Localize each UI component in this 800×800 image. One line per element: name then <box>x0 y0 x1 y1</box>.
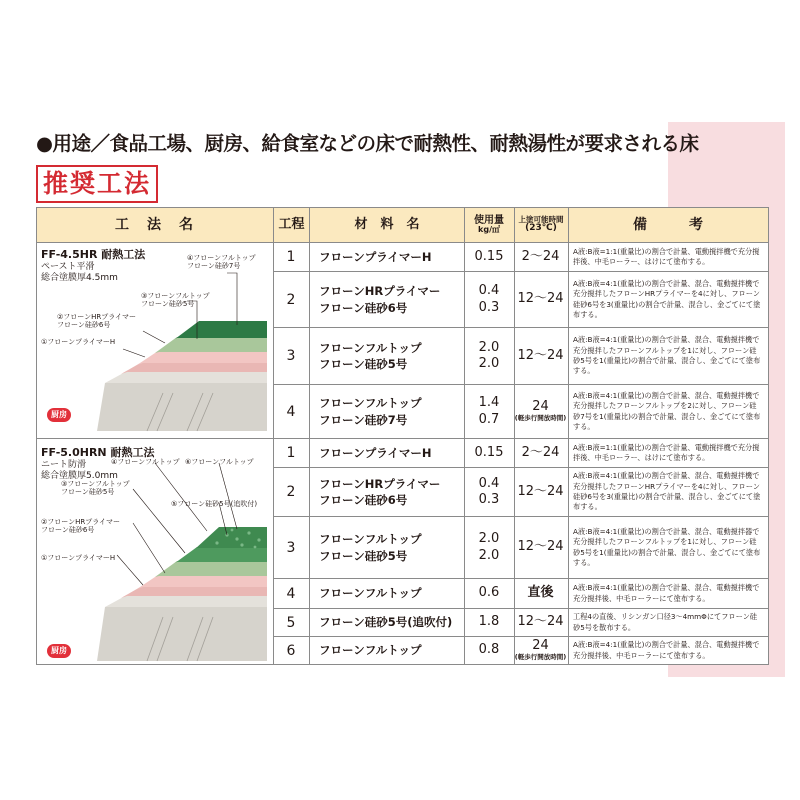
interval-note: (軽歩行開放時間) <box>514 414 567 423</box>
layer-label: ⑤フローン硅砂5号(追吹付) <box>171 500 258 508</box>
material-cell: フローンフルトップ <box>319 586 422 601</box>
remark-cell: A液:B液=4:1(重量比)の割合で計量、混合、電動撹拌器で充分撹拌したフローンフルトップを1に対し、フローン硅砂5号を1(重量比)の割合で計量、混合し、金ごてにて塗布する。 <box>573 526 761 567</box>
step-cell: 1 <box>286 445 296 461</box>
interval-cell <box>514 579 567 608</box>
layer-label: ①フローンプライマーH <box>41 554 116 562</box>
step-cell: 5 <box>286 614 296 631</box>
interval-cell <box>514 439 567 467</box>
header-usage <box>464 208 514 242</box>
header-remarks: 備 考 <box>633 216 703 233</box>
concrete-top <box>105 595 267 607</box>
material-cell: フローンフルトップ <box>319 643 422 658</box>
layer-label: ③フローンフルトップ フローン硅砂5号 <box>61 480 130 497</box>
layer-diagram-ff50hrn <box>37 439 273 664</box>
interval-value: 12〜24 <box>517 483 564 499</box>
method-table <box>36 207 769 665</box>
layer-label: ④フローンフルトップ <box>111 458 180 466</box>
remark-cell: 工程4の直後、リシンガン口径3〜4mmΦにてフローン硅砂5号を散布する。 <box>573 612 757 632</box>
material-cell: フローンHRプライマー フローン硅砂6号 <box>319 476 441 507</box>
method-thickness: 総合塗膜厚5.0mm <box>41 471 118 481</box>
layer-label: ③フローンフルトップ フローン硅砂5号 <box>141 292 210 309</box>
interval-cell <box>514 243 567 271</box>
material-cell: フローンフルトップ フローン硅砂7号 <box>319 396 422 427</box>
header-interval-unit: (23℃) <box>525 223 557 234</box>
layer-fulltop-sand5 <box>155 561 267 577</box>
interval-value: 24 <box>532 638 549 654</box>
concrete-base <box>97 607 267 661</box>
method-finish: ペースト平滑 <box>41 262 95 272</box>
kitchen-badge: 厨房 <box>47 408 71 422</box>
header-step: 工程 <box>278 217 305 233</box>
usage-cell: 0.4 0.3 <box>478 283 500 315</box>
interval-cell <box>514 328 567 384</box>
step-cell: 1 <box>286 249 296 265</box>
layer-hr-primer <box>137 575 267 589</box>
remark-cell: A液:B液=4:1(重量比)の割合で計量、混合、電動撹拌機で充分撹拌後、中毛ローラーにて塗布する。 <box>573 583 760 603</box>
interval-value: 12〜24 <box>517 614 564 630</box>
layer-label: ②フローンHRプライマー フローン硅砂6号 <box>57 313 137 330</box>
usage-cell: 0.15 <box>474 444 504 460</box>
remark-cell: A液:B液=4:1(重量比)の割合で計量、混合、電動撹拌機で充分撹拌したフローンフルトップを1に対し、フローン硅砂5号を1(重量比)の割合で計量、混合し、金ごてにて塗布する。 <box>573 335 761 376</box>
layer-fulltop-sand5 <box>155 337 267 353</box>
material-cell: フローン硅砂5号(追吹付) <box>319 615 453 630</box>
layer-fulltop-sand7 <box>175 321 267 339</box>
interval-value: 12〜24 <box>517 347 564 363</box>
interval-cell <box>514 468 567 516</box>
usage-headline: ●用途／食品工場、厨房、給食室などの床で耐熱性、耐熱湯性が要求される床 <box>36 132 699 155</box>
header-method: 工 法 名 <box>115 216 195 233</box>
step-cell: 6 <box>286 642 296 659</box>
kitchen-badge: 厨房 <box>47 644 71 658</box>
interval-value: 2〜24 <box>521 444 560 460</box>
header-usage-unit: kg/㎡ <box>478 225 500 235</box>
method-thickness: 総合塗膜厚4.5mm <box>41 273 118 283</box>
interval-value: 12〜24 <box>517 539 564 555</box>
interval-value: 12〜24 <box>517 291 564 307</box>
interval-cell <box>514 272 567 327</box>
concrete-top <box>105 371 267 383</box>
step-cell: 4 <box>286 585 296 602</box>
header-usage-label: 使用量 <box>474 214 504 226</box>
material-cell: フローンフルトップ フローン硅砂5号 <box>319 532 422 563</box>
step-cell: 2 <box>286 291 296 308</box>
usage-cell: 0.4 0.3 <box>478 475 500 507</box>
usage-cell: 2.0 2.0 <box>478 531 500 563</box>
material-cell: フローンHRプライマー フローン硅砂6号 <box>319 284 441 315</box>
interval-note: (軽歩行開放時間) <box>514 653 567 662</box>
method-finish: ニート防滑 <box>41 460 87 470</box>
material-cell: フローンプライマーH <box>319 445 432 460</box>
remark-cell: A液:B液=4:1(重量比)の割合で計量、混合、電動撹拌機で充分撹拌後、中毛ローラーにて塗布する。 <box>573 640 760 660</box>
usage-cell: 0.15 <box>474 248 504 264</box>
interval-value: 直後 <box>527 585 554 601</box>
material-cell: フローンプライマーH <box>319 249 432 264</box>
layer-label: ①フローンプライマーH <box>41 338 116 346</box>
interval-value: 24 <box>532 399 549 415</box>
layer-label: ⑥フローンフルトップ <box>185 458 254 466</box>
interval-cell <box>514 637 567 664</box>
remark-cell: A液:B液=4:1(重量比)の割合で計量、混合、電動撹拌機で充分撹拌したフローンフルトップを2に対し、フローン硅砂7号を1(重量比)の割合で計量、混合し、金ごてにて塗布する。 <box>573 390 761 431</box>
usage-cell: 0.8 <box>478 642 500 658</box>
usage-cell: 1.8 <box>478 614 500 630</box>
remark-cell: A液:B液=4:1(重量比)の割合で計量、混合、電動撹拌機で充分撹拌したフローンHRプライマーを4に対し、フローン硅砂6号を3(重量比)の割合で計量、混合し、金ごてにて塗布する。 <box>573 278 761 319</box>
method-name: FF-4.5HR 耐熱工法 <box>41 248 146 261</box>
header-material: 材 料 名 <box>354 217 420 233</box>
interval-cell <box>514 385 567 438</box>
step-cell: 4 <box>286 403 296 420</box>
interval-cell <box>514 517 567 578</box>
recommended-method-badge: 推奨工法 <box>36 165 158 203</box>
layer-label: ④フローンフルトップ フローン硅砂7号 <box>187 254 256 271</box>
usage-cell: 0.6 <box>478 585 500 601</box>
concrete-base <box>97 383 267 431</box>
interval-cell <box>514 609 567 636</box>
layer-fulltop <box>175 547 267 563</box>
remark-cell: A液:B液=4:1(重量比)の割合で計量、混合、電動撹拌機で充分撹拌したフローンHRプライマーを4に対し、フローン硅砂6号を3(重量比)の割合で計量、混合し、金ごてにて塗布する。 <box>573 471 761 512</box>
header-interval-label: 上塗可能時間 <box>518 215 564 225</box>
layer-hr-primer <box>137 351 267 365</box>
usage-cell: 1.4 0.7 <box>478 395 500 427</box>
material-cell: フローンフルトップ フローン硅砂5号 <box>319 340 422 371</box>
remark-cell: A液:B液=1:1(重量比)の割合で計量、電動撹拌機で充分撹拌後、中毛ローラー、はけにて塗布する。 <box>573 442 760 462</box>
step-cell: 3 <box>286 539 296 556</box>
interval-value: 2〜24 <box>521 248 560 264</box>
step-cell: 2 <box>286 484 296 500</box>
step-cell: 3 <box>286 348 296 364</box>
method-name: FF-5.0HRN 耐熱工法 <box>41 446 155 459</box>
layer-label: ②フローンHRプライマー フローン硅砂6号 <box>41 518 121 535</box>
header-interval <box>514 208 568 242</box>
remark-cell: A液:B液=1:1(重量比)の割合で計量、電動撹拌機で充分撹拌後、中毛ローラー、はけにて塗布する。 <box>573 246 760 266</box>
usage-cell: 2.0 2.0 <box>478 339 500 371</box>
table-header <box>37 208 768 243</box>
